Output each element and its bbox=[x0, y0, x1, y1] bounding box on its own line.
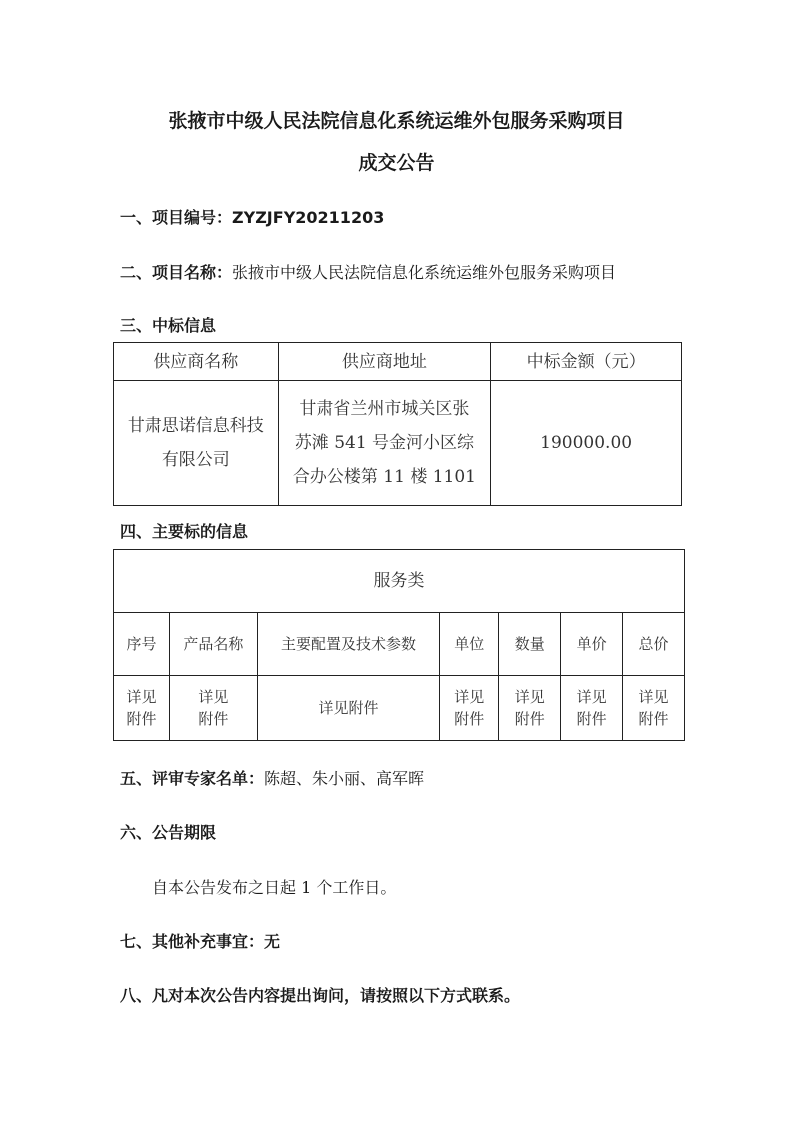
cell-line: 详见 bbox=[514, 688, 545, 706]
header-supplier-name: 供应商名称 bbox=[114, 343, 279, 381]
quantity-cell bbox=[499, 676, 561, 741]
cell-line: 附件 bbox=[198, 710, 229, 728]
project-number bbox=[120, 205, 384, 228]
category-cell: 服务类 bbox=[114, 550, 685, 613]
header-product-name: 产品名称 bbox=[169, 613, 257, 676]
header-unit: 单位 bbox=[440, 613, 499, 676]
category-row bbox=[114, 550, 685, 613]
supplier-name-line: 有限公司 bbox=[161, 450, 230, 470]
supplier-name-cell bbox=[114, 381, 279, 506]
header-spec: 主要配置及技术参数 bbox=[257, 613, 440, 676]
review-experts-label: 五、评审专家名单： bbox=[120, 769, 265, 788]
cell-line: 详见 bbox=[576, 688, 607, 706]
supplier-address-line: 合办公楼第 11 楼 1101 bbox=[292, 467, 476, 487]
spec-cell: 详见附件 bbox=[257, 676, 440, 741]
table-header-row bbox=[114, 343, 682, 381]
header-bid-amount: 中标金额（元） bbox=[491, 343, 682, 381]
project-number-value: ZYZJFY20211203 bbox=[232, 208, 385, 227]
table-header-row bbox=[114, 613, 685, 676]
cell-line: 详见 bbox=[198, 688, 229, 706]
cell-line: 附件 bbox=[514, 710, 545, 728]
supplier-address-line: 甘肃省兰州市城关区张 bbox=[299, 399, 470, 419]
cell-line: 附件 bbox=[576, 710, 607, 728]
seq-cell bbox=[114, 676, 170, 741]
project-number-label: 一、项目编号： bbox=[120, 208, 233, 227]
supplier-name-line: 甘肃思诺信息科技 bbox=[127, 416, 264, 436]
cell-line: 附件 bbox=[126, 710, 157, 728]
total-price-cell bbox=[623, 676, 685, 741]
cell-line: 附件 bbox=[638, 710, 669, 728]
table-row bbox=[114, 381, 682, 506]
section-contact: 八、凡对本次公告内容提出询问，请按照以下方式联系。 bbox=[120, 986, 521, 1005]
table-row bbox=[114, 676, 685, 741]
review-experts bbox=[120, 766, 424, 789]
header-total-price: 总价 bbox=[623, 613, 685, 676]
section-other-matters: 七、其他补充事宜：无 bbox=[120, 932, 281, 951]
unit-cell bbox=[440, 676, 499, 741]
header-unit-price: 单价 bbox=[561, 613, 623, 676]
project-name-value: 张掖市中级人民法院信息化系统运维外包服务采购项目 bbox=[232, 263, 617, 282]
bid-amount-cell: 190000.00 bbox=[491, 381, 682, 506]
supplier-table bbox=[113, 342, 682, 506]
unit-price-cell bbox=[561, 676, 623, 741]
notice-title: 张掖市中级人民法院信息化系统运维外包服务采购项目 bbox=[168, 110, 625, 132]
notice-period-text: 自本公告发布之日起 1 个工作日。 bbox=[152, 878, 397, 897]
cell-line: 详见 bbox=[454, 688, 485, 706]
section-bid-info: 三、中标信息 bbox=[120, 316, 217, 335]
supplier-address-line: 苏滩 541 号金河小区综 bbox=[294, 433, 475, 453]
items-table bbox=[113, 549, 685, 741]
cell-line: 详见 bbox=[638, 688, 669, 706]
header-quantity: 数量 bbox=[499, 613, 561, 676]
cell-line: 附件 bbox=[454, 710, 485, 728]
header-supplier-address: 供应商地址 bbox=[278, 343, 491, 381]
review-experts-value: 陈超、朱小丽、高军晖 bbox=[264, 769, 425, 788]
cell-line: 详见 bbox=[126, 688, 157, 706]
notice-subtitle: 成交公告 bbox=[358, 152, 435, 174]
project-name-label: 二、项目名称： bbox=[120, 263, 233, 282]
section-notice-period: 六、公告期限 bbox=[120, 823, 217, 842]
supplier-address-cell bbox=[278, 381, 491, 506]
product-name-cell bbox=[169, 676, 257, 741]
section-main-items: 四、主要标的信息 bbox=[120, 522, 249, 541]
project-name bbox=[120, 260, 616, 283]
header-seq: 序号 bbox=[114, 613, 170, 676]
